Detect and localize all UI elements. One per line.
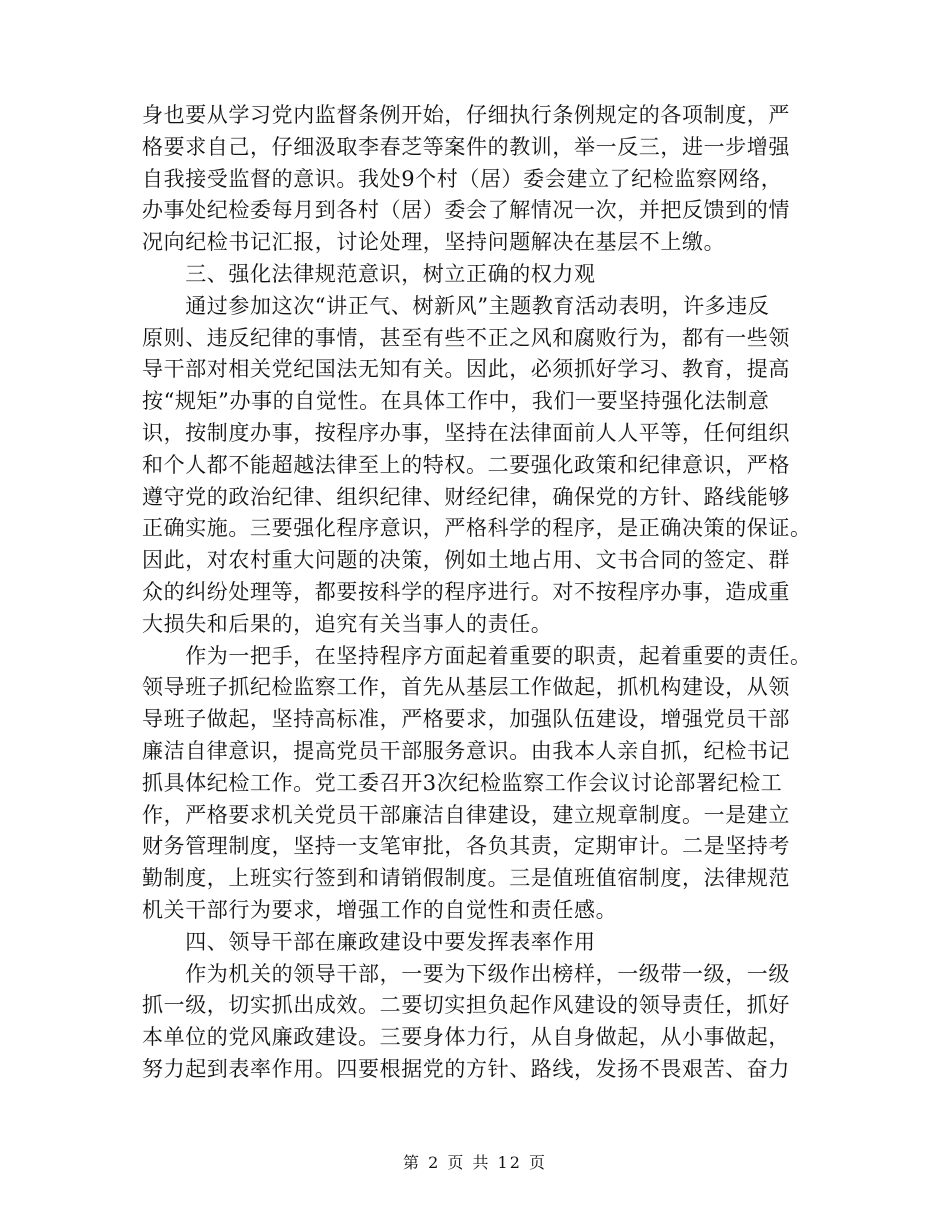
- text-line: 况向纪检书记汇报，讨论处理，坚持问题解决在基层不上缴。: [142, 230, 726, 255]
- text-line: 机关干部行为要求，增强工作的自觉性和责任感。: [142, 897, 618, 922]
- text-line: 格要求自己，仔细汲取李春芝等案件的教训，举一反三，进一步增强: [142, 134, 790, 159]
- text-line: 识，按制度办事，按程序办事，坚持在法律面前人人平等，任何组织: [142, 420, 790, 445]
- text-line: 遵守党的政治纪律、组织纪律、财经纪律，确保党的方针、路线能够: [142, 484, 790, 509]
- text-line: 三、强化法律规范意识，树立正确的权力观: [142, 261, 596, 286]
- text-line: 勤制度，上班实行签到和请销假制度。三是值班值宿制度，法律规范: [142, 866, 790, 891]
- text-line: 通过参加这次“讲正气、树新风”主题教育活动表明，许多违反: [142, 293, 770, 318]
- text-line: 按“规矩”办事的自觉性。在具体工作中，我们一要坚持强化法制意: [142, 389, 770, 414]
- text-line: 导干部对相关党纪国法无知有关。因此，必须抓好学习、教育，提高: [142, 357, 790, 382]
- text-line: 四、领导干部在廉政建设中要发挥表率作用: [142, 929, 596, 954]
- text-line: 大损失和后果的，追究有关当事人的责任。: [142, 611, 553, 636]
- text-line: 和个人都不能超越法律至上的特权。二要强化政策和纪律意识，严格: [142, 452, 790, 477]
- text-line: 抓一级，切实抓出成效。二要切实担负起作风建设的领导责任，抓好: [142, 993, 790, 1018]
- page-footer: 第 2 页 共 12 页: [403, 1153, 547, 1172]
- text-line: 众的纠纷处理等，都要按科学的程序进行。对不按程序办事，造成重: [142, 579, 790, 604]
- text-line: 原则、违反纪律的事情，甚至有些不正之风和腐败行为，都有一些领: [142, 325, 790, 350]
- text-line: 作，严格要求机关党员干部廉洁自律建设，建立规章制度。一是建立: [142, 802, 790, 827]
- text-line: 领导班子抓纪检监察工作，首先从基层工作做起，抓机构建设，从领: [142, 675, 790, 700]
- document-body: [142, 100, 822, 1086]
- text-line: 财务管理制度，坚持一支笔审批，各负其责，定期审计。二是坚持考: [142, 834, 790, 859]
- text-line: 作为一把手，在坚持程序方面起着重要的职责，起着重要的责任。: [142, 643, 812, 668]
- text-line: 导班子做起，坚持高标准，严格要求，加强队伍建设，增强党员干部: [142, 707, 790, 732]
- text-line: 廉洁自律意识，提高党员干部服务意识。由我本人亲自抓，纪检书记: [142, 738, 790, 763]
- text-line: 因此，对农村重大问题的决策，例如土地占用、文书合同的签定、群: [142, 548, 790, 573]
- text-line: 抓具体纪检工作。党工委召开3次纪检监察工作会议讨论部署纪检工: [142, 770, 783, 795]
- text-line: 办事处纪检委每月到各村（居）委会了解情况一次，并把反馈到的情: [142, 198, 790, 223]
- text-line: 身也要从学习党内监督条例开始，仔细执行条例规定的各项制度，严: [142, 103, 790, 127]
- text-line: 自我接受监督的意识。我处9个村（居）委会建立了纪检监察网络，: [142, 166, 783, 191]
- text-line: 努力起到表率作用。四要根据党的方针、路线，发扬不畏艰苦、奋力: [142, 1056, 790, 1081]
- text-line: 作为机关的领导干部，一要为下级作出榜样，一级带一级，一级: [142, 961, 790, 986]
- text-line: 本单位的党风廉政建设。三要身体力行，从自身做起，从小事做起，: [142, 1025, 790, 1050]
- text-line: 正确实施。三要强化程序意识，严格科学的程序，是正确决策的保证。: [142, 516, 812, 541]
